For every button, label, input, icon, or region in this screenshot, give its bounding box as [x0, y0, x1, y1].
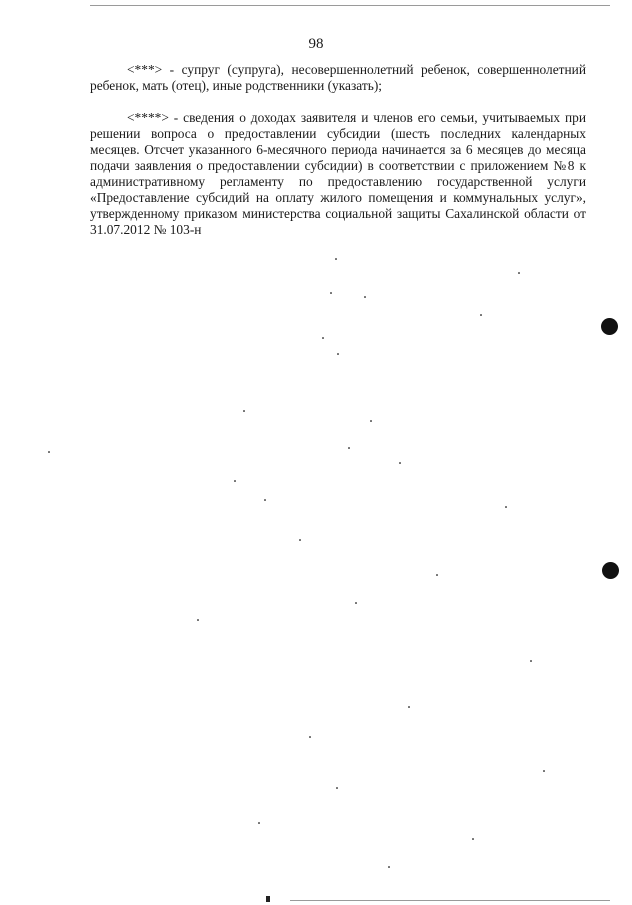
scan-speck [543, 770, 545, 772]
scan-speck [388, 866, 390, 868]
scan-speck [48, 451, 50, 453]
scan-speck [505, 506, 507, 508]
scan-speck [336, 787, 338, 789]
scan-speck [480, 314, 482, 316]
footnote-four-asterisks: <****> - сведения о доходах заявителя и членов его семьи, учитываемых при решении вопроса о предоставлении субсидии (шесть последних календарных месяцев. Отсчет указанного 6-месячного периода начинается за 6 месяцев до месяца подачи заявления о предоставлении субсидии) в соответствии с приложением №8 к административному регламенту по предоставлению государственной услуги «Предоставление субсидий на оплату жилого помещения и коммунальных услуг», утвержденному приказом министерства социальной защиты Сахалинской области от 31.07.2012 № 103-н [90, 110, 586, 237]
scan-speck [243, 410, 245, 412]
scan-speck [408, 706, 410, 708]
scan-speck [472, 838, 474, 840]
scan-speck [330, 292, 332, 294]
scan-speck [335, 258, 337, 260]
scan-speck [337, 353, 339, 355]
scan-speck [364, 296, 366, 298]
scan-speck [370, 420, 372, 422]
scan-speck [197, 619, 199, 621]
scan-speck [518, 272, 520, 274]
scan-speck [264, 499, 266, 501]
bottom-edge-rule [290, 900, 610, 901]
punch-hole-bottom [602, 562, 619, 579]
scan-speck [355, 602, 357, 604]
scan-speck [258, 822, 260, 824]
scan-speck [399, 462, 401, 464]
bottom-scan-mark [266, 896, 270, 902]
scan-speck [309, 736, 311, 738]
scan-speck [322, 337, 324, 339]
page-number: 98 [308, 36, 324, 52]
scan-speck [299, 539, 301, 541]
punch-hole-top [601, 318, 618, 335]
scan-speck [348, 447, 350, 449]
scan-speck [234, 480, 236, 482]
top-edge-rule [90, 5, 610, 6]
footnote-three-asterisks: <***> - супруг (супруга), несовершеннолетний ребенок, совершеннолетний ребенок, мать (отец), иные родственники (указать); [90, 62, 586, 93]
document-body [90, 62, 586, 238]
scan-speck [436, 574, 438, 576]
scan-speck [530, 660, 532, 662]
